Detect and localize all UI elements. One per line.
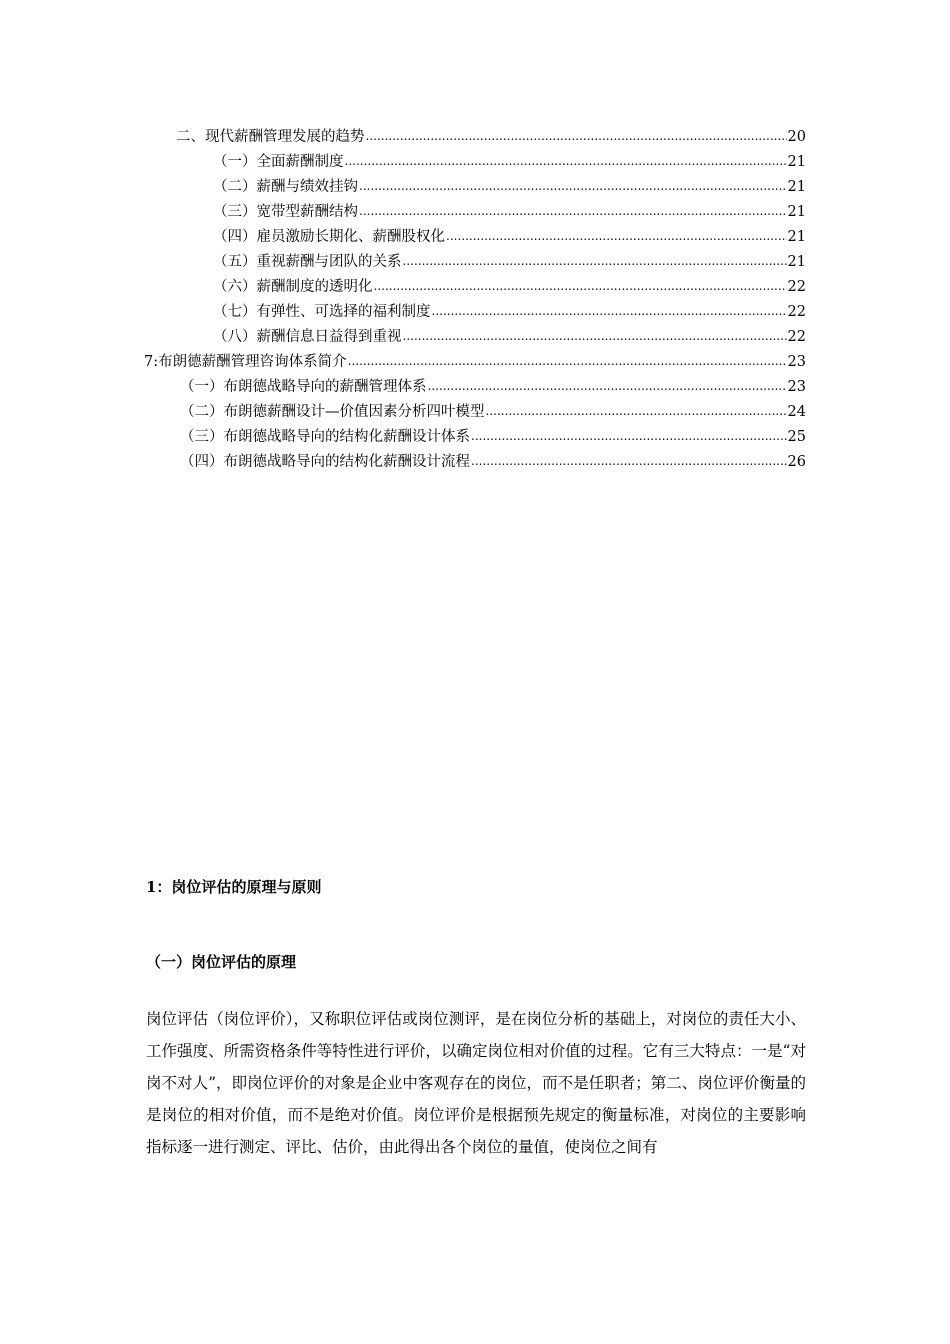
toc-entry-page: 24 (787, 404, 806, 420)
toc-entry[interactable] (213, 302, 806, 322)
toc-entry-page: 22 (787, 279, 806, 295)
toc-entry[interactable] (213, 202, 806, 222)
toc-dot-leader (446, 226, 787, 246)
toc-entry-label: （七）有弹性、可选择的福利制度 (213, 304, 431, 320)
toc-entry-page: 21 (787, 154, 806, 170)
section-subheading: （一）岗位评估的原理 (146, 953, 297, 971)
toc-dot-leader (374, 276, 787, 296)
toc-entry-label: 7:布朗德薪酬管理咨询体系简介 (144, 354, 347, 370)
toc-entry[interactable] (213, 152, 806, 172)
toc-dot-leader (348, 351, 787, 371)
toc-dot-leader (432, 301, 787, 321)
toc-entry[interactable] (144, 352, 806, 372)
toc-dot-leader (345, 151, 787, 171)
toc-entry[interactable] (213, 227, 806, 247)
toc-entry-label: （六）薪酬制度的透明化 (213, 279, 373, 295)
toc-entry-label: （五）重视薪酬与团队的关系 (213, 254, 402, 270)
toc-entry-page: 25 (787, 429, 806, 445)
toc-entry[interactable] (180, 427, 806, 447)
toc-entry-page: 22 (787, 329, 806, 345)
body-paragraph: 岗位评估（岗位评价），又称职位评估或岗位测评，是在岗位分析的基础上，对岗位的责任大小、工作强度、所需资格条件等特性进行评价，以确定岗位相对价值的过程。它有三大特点：一是“对岗不对人”，即岗位评价的对象是企业中客观存在的岗位，而不是任职者；第二、岗位评价衡量的是岗位的相对价值，而不是绝对价值。岗位评价是根据预先规定的衡量标准，对岗位的主要影响指标逐一进行测定、评比、估价，由此得出各个岗位的量值，使岗位之间有 (146, 1010, 806, 1156)
toc-dot-leader (359, 176, 787, 196)
toc-entry-page: 21 (787, 229, 806, 245)
toc-entry-page: 20 (787, 129, 806, 145)
toc-entry[interactable] (213, 177, 806, 197)
toc-entry-label: （二）布朗德薪酬设计—价值因素分析四叶模型 (180, 404, 485, 420)
toc-entry-label: （八）薪酬信息日益得到重视 (213, 329, 402, 345)
toc-dot-leader (428, 376, 787, 396)
toc-dot-leader (486, 401, 787, 421)
toc-dot-leader (471, 426, 787, 446)
toc-entry[interactable] (176, 127, 806, 147)
toc-entry-label: （二）薪酬与绩效挂钩 (213, 179, 358, 195)
toc-entry[interactable] (213, 277, 806, 297)
toc-entry-page: 21 (787, 204, 806, 220)
toc-entry-label: （四）雇员激励长期化、薪酬股权化 (213, 229, 445, 245)
toc-entry[interactable] (180, 452, 806, 472)
toc-dot-leader (471, 451, 787, 471)
toc-entry-label: 二、现代薪酬管理发展的趋势 (176, 129, 365, 145)
toc-entry[interactable] (213, 252, 806, 272)
toc-entry-label: （一）布朗德战略导向的薪酬管理体系 (180, 379, 427, 395)
toc-entry[interactable] (180, 402, 806, 422)
toc-dot-leader (403, 326, 787, 346)
toc-entry-label: （三）宽带型薪酬结构 (213, 204, 358, 220)
toc-dot-leader (366, 126, 787, 146)
toc-entry-page: 21 (787, 254, 806, 270)
toc-entry-label: （四）布朗德战略导向的结构化薪酬设计流程 (180, 454, 470, 470)
toc-entry[interactable] (180, 377, 806, 397)
toc-entry-label: （一）全面薪酬制度 (213, 154, 344, 170)
toc-dot-leader (359, 201, 787, 221)
toc-entry[interactable] (213, 327, 806, 347)
toc-entry-page: 26 (787, 454, 806, 470)
toc-entry-page: 23 (787, 354, 806, 370)
toc-dot-leader (403, 251, 787, 271)
toc-entry-label: （三）布朗德战略导向的结构化薪酬设计体系 (180, 429, 470, 445)
section-heading: 1：岗位评估的原理与原则 (146, 878, 322, 896)
toc-entry-page: 22 (787, 304, 806, 320)
toc-entry-page: 23 (787, 379, 806, 395)
toc-entry-page: 21 (787, 179, 806, 195)
